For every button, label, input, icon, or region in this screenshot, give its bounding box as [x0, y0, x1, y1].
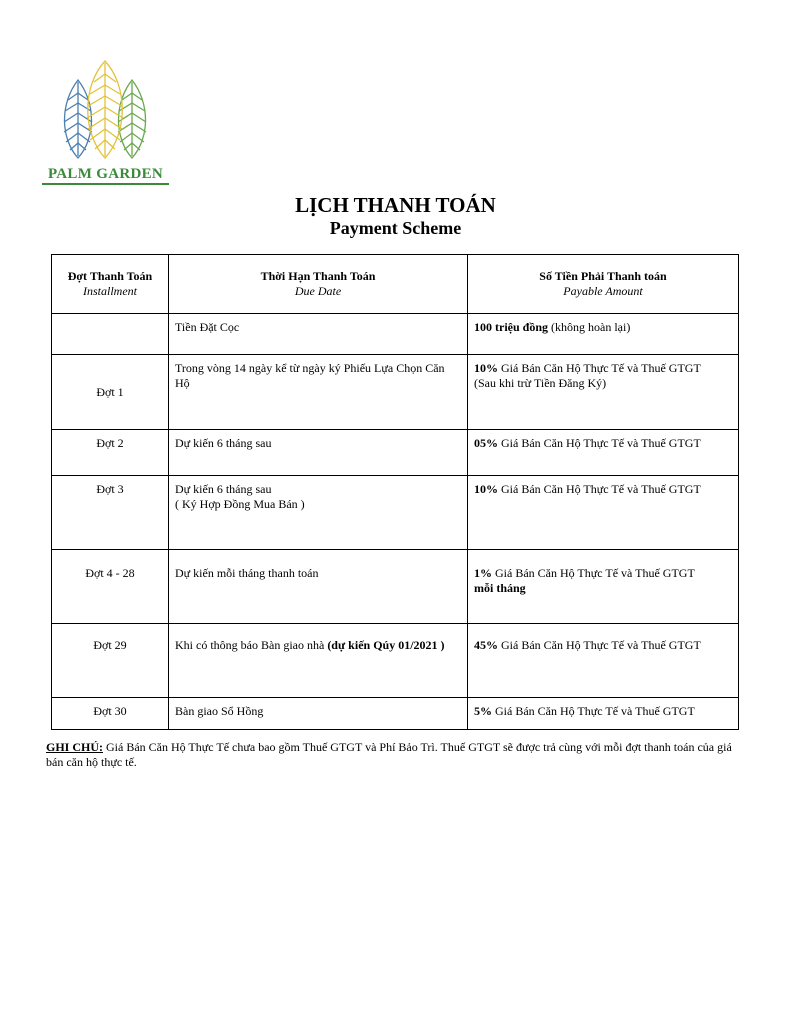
payment-table [51, 254, 739, 730]
amount-line2-bold: mỗi tháng [474, 581, 526, 595]
table-row [52, 550, 739, 624]
due-cell [169, 476, 468, 550]
amount-bold: 10% [474, 361, 498, 375]
header-due-date-en: Due Date [294, 284, 342, 298]
installment-label: Đợt 30 [93, 704, 127, 718]
header-amount-en: Payable Amount [563, 284, 643, 298]
due-cell [169, 624, 468, 698]
installment-cell [52, 698, 169, 730]
table-row [52, 355, 739, 430]
installment-label: Đợt 1 [96, 384, 124, 399]
amount-text: Giá Bán Căn Hộ Thực Tế và Thuế GTGT [492, 566, 695, 580]
amount-cell [468, 314, 739, 355]
installment-cell [52, 550, 169, 624]
brand-underline [42, 183, 169, 185]
due-text: Tiền Đặt Cọc [175, 320, 240, 334]
installment-label: Đợt 4 - 28 [85, 566, 135, 580]
due-cell [169, 698, 468, 730]
amount-text: Giá Bán Căn Hộ Thực Tế và Thuế GTGT [492, 704, 695, 718]
header-amount [468, 255, 739, 314]
due-text: Trong vòng 14 ngày kể từ ngày ký Phiếu Lựa Chọn Căn Hộ [175, 361, 445, 390]
amount-bold: 10% [474, 482, 498, 496]
header-installment [52, 255, 169, 314]
brand-name: PALM GARDEN [47, 166, 164, 182]
installment-cell [52, 624, 169, 698]
installment-label: Đợt 3 [96, 482, 124, 496]
palm-leaves-icon [48, 58, 163, 163]
installment-cell [52, 476, 169, 550]
due-text: Dự kiến 6 tháng sau [175, 482, 272, 496]
page-subtitle: Payment Scheme [329, 218, 462, 238]
installment-cell [52, 430, 169, 476]
amount-text: (không hoàn lại) [548, 320, 631, 334]
amount-cell [468, 430, 739, 476]
due-text: Dự kiến mỗi tháng thanh toán [175, 566, 319, 580]
header-installment-vi: Đợt Thanh Toán [67, 269, 153, 283]
amount-bold: 05% [474, 436, 498, 450]
amount-text: Giá Bán Căn Hộ Thực Tế và Thuế GTGT [498, 361, 701, 375]
due-bold: (dự kiến Qúy 01/2021 ) [327, 638, 445, 652]
amount-line2: (Sau khi trừ Tiền Đăng Ký) [474, 376, 607, 390]
amount-bold: 45% [474, 638, 498, 652]
due-cell [169, 430, 468, 476]
installment-cell [52, 314, 169, 355]
table-header-row [52, 255, 739, 314]
footnote-text: Giá Bán Căn Hộ Thực Tế chưa bao gồm Thuế GTGT và Phí Bảo Trì. Thuế GTGT sẽ được trả cùng với mỗi đợt thanh toán của giá bán căn hộ thực tế. [46, 740, 732, 769]
due-text: Bàn giao Sổ Hồng [175, 704, 264, 718]
due-cell [169, 314, 468, 355]
amount-cell [468, 550, 739, 624]
installment-label: Đợt 29 [93, 638, 127, 652]
footnote [46, 740, 746, 770]
due-text: Khi có thông báo Bàn giao nhà [175, 638, 328, 652]
table-row [52, 430, 739, 476]
amount-text: Giá Bán Căn Hộ Thực Tế và Thuế GTGT [498, 436, 701, 450]
footnote-label: GHI CHÚ: [46, 740, 103, 754]
amount-text: Giá Bán Căn Hộ Thực Tế và Thuế GTGT [498, 638, 701, 652]
installment-label: Đợt 2 [96, 436, 124, 450]
amount-cell [468, 476, 739, 550]
table-row [52, 476, 739, 550]
installment-cell [52, 355, 169, 430]
header-amount-vi: Số Tiền Phải Thanh toán [539, 269, 667, 283]
amount-bold: 1% [474, 566, 492, 580]
table-row [52, 314, 739, 355]
due-line2: ( Ký Hợp Đồng Mua Bán ) [175, 497, 305, 511]
amount-cell [468, 355, 739, 430]
due-text: Dự kiến 6 tháng sau [175, 436, 272, 450]
table-row [52, 624, 739, 698]
amount-bold: 100 triệu đồng [474, 320, 549, 334]
header-installment-en: Installment [83, 284, 137, 298]
due-cell [169, 355, 468, 430]
amount-cell [468, 698, 739, 730]
page-title: LỊCH THANH TOÁN [295, 193, 496, 217]
table-row [52, 698, 739, 730]
palm-garden-logo [38, 58, 173, 188]
header-due-date-vi: Thời Hạn Thanh Toán [260, 269, 376, 283]
amount-text: Giá Bán Căn Hộ Thực Tế và Thuế GTGT [498, 482, 701, 496]
amount-bold: 5% [474, 704, 492, 718]
due-cell [169, 550, 468, 624]
header-due-date [169, 255, 468, 314]
amount-cell [468, 624, 739, 698]
